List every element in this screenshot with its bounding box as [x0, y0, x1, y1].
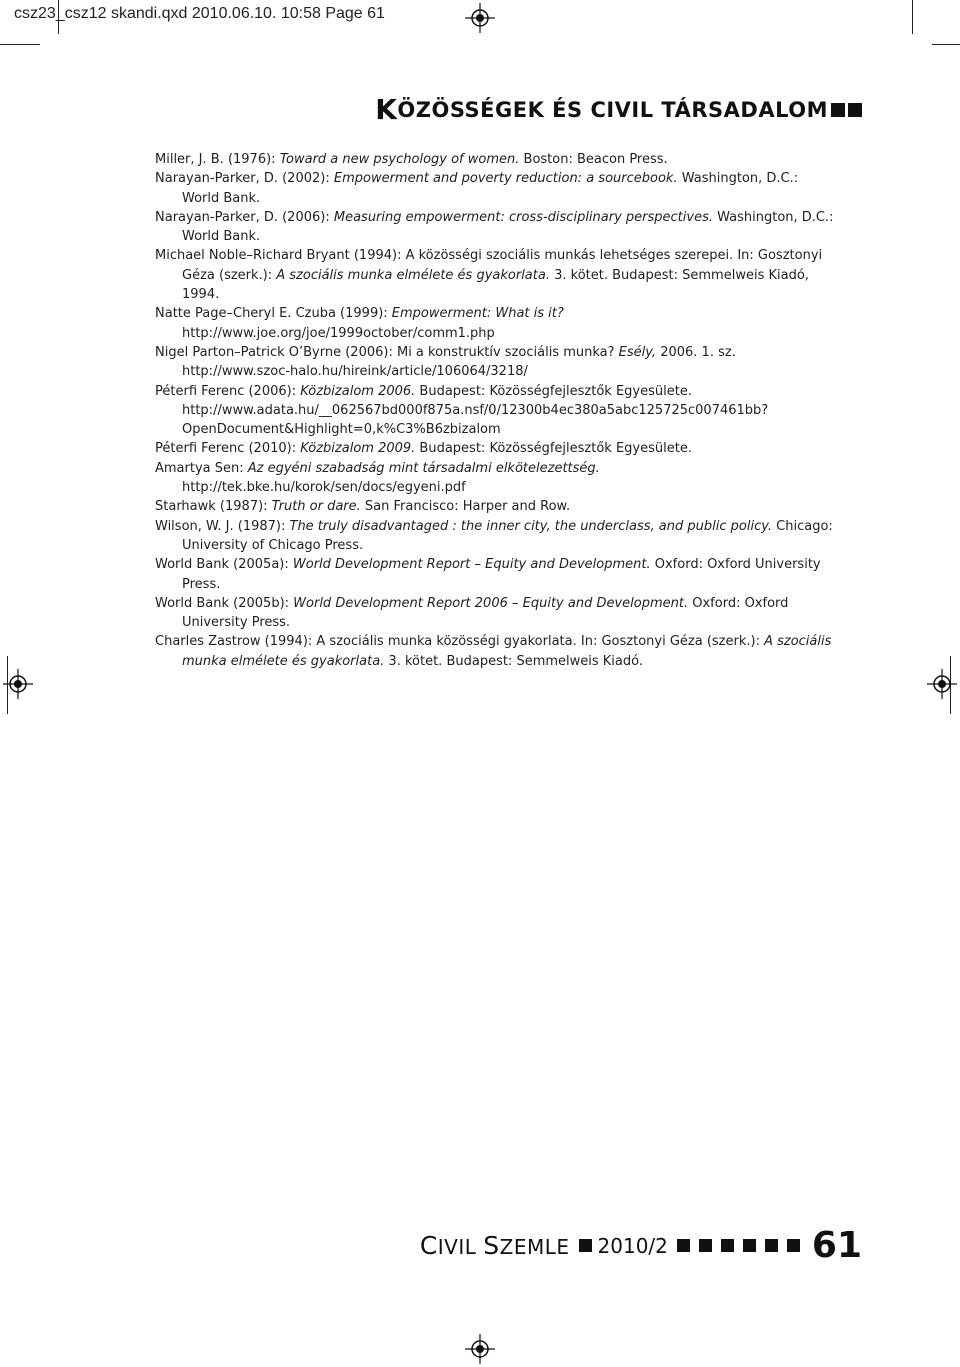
reference-title: A szociális munka elmélete és gyakorlata. — [276, 267, 550, 283]
journal-title-part: IVIL — [437, 1235, 484, 1259]
square-bullet-icon — [677, 1239, 690, 1252]
running-header — [375, 93, 862, 126]
square-bullet-icon — [831, 103, 845, 117]
reference-title: World Development Report – Equity and Development. — [292, 557, 651, 573]
reference-text: Narayan-Parker, D. (2002): — [155, 171, 334, 187]
print-slug: csz23_csz12 skandi.qxd 2010.06.10. 10:58 Page 61 — [14, 5, 385, 22]
reference-text: World Bank (2005a): — [155, 557, 293, 573]
reference-text: Oxford: Oxford University Press. — [182, 595, 789, 631]
page-footer — [420, 1225, 862, 1266]
reference-text: Washington, D.C.: World Bank. — [182, 209, 834, 245]
registration-mark-left-icon — [3, 669, 33, 699]
reference-title: Empowerment: What is it? — [391, 306, 564, 322]
reference-title: World Development Report 2006 – Equity and Development. — [293, 595, 689, 611]
reference-text: 3. kötet. Budapest: Semmelweis Kiadó, 1994. — [182, 267, 809, 303]
reference-text: Nigel Parton–Patrick O’Byrne (2006): Mi a konstruktív szociális munka? — [155, 344, 619, 360]
reference-entry — [155, 497, 835, 516]
reference-title: Truth or dare. — [271, 499, 361, 515]
reference-title: A szociális munka elmélete és gyakorlata. — [182, 634, 832, 669]
page-number: 61 — [811, 1225, 862, 1266]
reference-entry — [155, 304, 835, 343]
square-bullet-icon — [765, 1239, 778, 1252]
reference-entry — [155, 150, 835, 169]
reference-text: Budapest: Közösségfejlesztők Egyesülete. http://www.adata.hu/__062567bd000f875a.nsf/0/12300b4ec380a5abc125725c007461bb?OpenDocument&Highlight=0,k%C3%B6zbizalom — [182, 383, 769, 438]
crop-mark-top-left-h — [0, 44, 40, 45]
reference-text: Boston: Beacon Press. — [519, 152, 668, 167]
reference-title: Esély, — [618, 344, 657, 360]
reference-title: Az egyéni szabadság mint társadalmi elkötelezettség. — [247, 460, 600, 476]
square-bullet-icon — [787, 1239, 800, 1252]
reference-entry — [155, 208, 835, 247]
reference-entry — [155, 555, 835, 594]
reference-text: Miller, J. B. (1976): — [155, 152, 280, 167]
reference-title: Measuring empowerment: cross-disciplinary perspectives. — [333, 209, 713, 225]
reference-text: Oxford: Oxford University Press. — [182, 557, 821, 592]
reference-text: Chicago: University of Chicago Press. — [182, 518, 833, 553]
running-header-initial: K — [375, 93, 398, 126]
reference-text: http://www.joe.org/joe/1999october/comm1.php — [182, 325, 495, 341]
references-list — [155, 150, 835, 671]
crop-mark-top-left — [58, 0, 59, 34]
issue-number: 2010/2 — [597, 1233, 668, 1258]
journal-title-part: ZEMLE — [499, 1235, 570, 1259]
reference-text: 3. kötet. Budapest: Semmelweis Kiadó. — [384, 653, 643, 669]
registration-mark-right-icon — [927, 669, 957, 699]
reference-text: Amartya Sen: — [155, 460, 248, 476]
reference-text: http://tek.bke.hu/korok/sen/docs/egyeni.pdf — [182, 480, 466, 496]
reference-text: Péterfi Ferenc (2006): — [155, 383, 301, 399]
reference-entry — [155, 594, 835, 633]
reference-text: Budapest: Közösségfejlesztők Egyesülete. — [415, 441, 692, 457]
reference-text: 2006. 1. sz. http://www.szoc-halo.hu/hireink/article/106064/3218/ — [182, 344, 736, 380]
reference-text: Michael Noble–Richard Bryant (1994): A közösségi szociális munkás lehetséges szerepei. In: Gosztonyi Géza (szerk.): — [155, 248, 823, 283]
journal-title-initial: S — [483, 1231, 500, 1260]
reference-text: Narayan-Parker, D. (2006): — [155, 209, 334, 225]
reference-title: Közbizalom 2006. — [300, 383, 416, 399]
registration-mark-bottom-icon — [465, 1334, 495, 1364]
crop-mark-top-right-h — [932, 44, 960, 45]
reference-title: Toward a new psychology of women. — [279, 152, 520, 167]
reference-text: Wilson, W. J. (1987): — [155, 518, 290, 534]
reference-entry — [155, 343, 835, 382]
reference-text: San Francisco: Harper and Row. — [360, 499, 571, 515]
reference-title: Közbizalom 2009. — [300, 441, 416, 457]
reference-text: World Bank (2005b): — [155, 595, 294, 611]
square-bullet-icon — [699, 1239, 712, 1252]
reference-text: Washington, D.C.: World Bank. — [182, 171, 799, 206]
reference-entry — [155, 169, 835, 208]
reference-title: Empowerment and poverty reduction: a sourcebook. — [333, 171, 678, 187]
running-header-text: ÖZÖSSÉGEK ÉS CIVIL TÁRSADALOM — [397, 97, 828, 122]
reference-text: Charles Zastrow (1994): A szociális munka közösségi gyakorlata. In: Gosztonyi Géza (szerk.): — [155, 634, 765, 650]
crop-mark-top-right — [912, 0, 913, 34]
reference-entry — [155, 382, 835, 440]
reference-title: The truly disadvantaged : the inner city, the underclass, and public policy. — [289, 518, 773, 534]
reference-entry — [155, 439, 835, 458]
reference-text: Natte Page–Cheryl E. Czuba (1999): — [155, 306, 392, 322]
square-bullet-icon — [848, 103, 862, 117]
registration-mark-top-icon — [465, 3, 495, 33]
reference-entry — [155, 459, 835, 498]
square-bullet-icon — [721, 1239, 734, 1252]
square-bullet-icon — [743, 1239, 756, 1252]
reference-entry — [155, 632, 835, 671]
reference-entry — [155, 517, 835, 556]
reference-text: Péterfi Ferenc (2010): — [155, 441, 301, 457]
square-bullet-icon — [579, 1239, 592, 1252]
journal-title — [420, 1231, 570, 1260]
journal-title-initial: C — [419, 1231, 438, 1260]
reference-text: Starhawk (1987): — [155, 499, 272, 515]
reference-entry — [155, 246, 835, 304]
